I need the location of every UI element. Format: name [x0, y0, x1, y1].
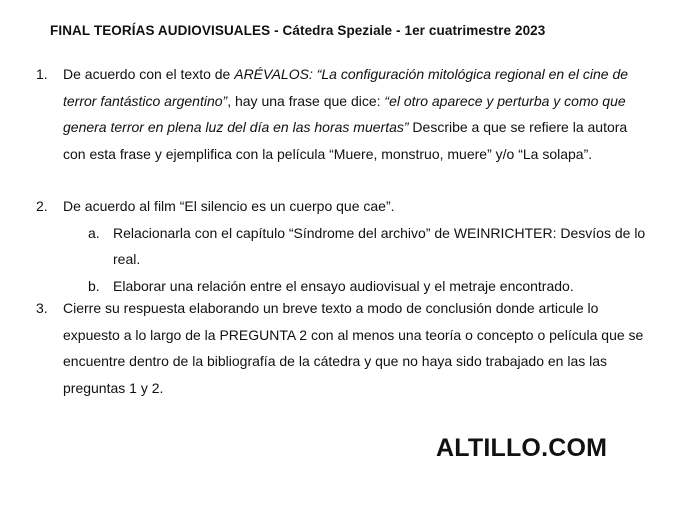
- quoted-phrase: “el otro aparece y perturba y como que genera terror en plena luz del día en las horas muertas”: [63, 92, 626, 135]
- question-2: [36, 193, 646, 299]
- page-title: [50, 23, 545, 38]
- subitem-text: Relacionarla con el capítulo “Síndrome del archivo” de WEINRICHTER: Desvíos de lo real.: [113, 224, 646, 267]
- question-text: Cierre su respuesta elaborando un breve texto a modo de conclusión donde articule lo expuesto a lo largo de la PREGUNTA 2 con al menos una teoría o concepto o película que se encuentre dentro de la bibliografía de la cátedra y que no haya sido trabajado en las las preguntas 1 y 2.: [63, 300, 644, 396]
- author-name: ARÉVALOS:: [234, 66, 313, 82]
- subitem-a: [63, 220, 646, 273]
- text-title: “La configuración mitológica regional en el cine de terror fantástico argentino”: [63, 66, 629, 109]
- text-segment: , hay una frase que dice:: [227, 92, 385, 109]
- question-3: [36, 295, 646, 401]
- subitem-letter: b.: [88, 277, 100, 294]
- question-number: 2.: [36, 198, 48, 214]
- text-segment: Describe a que se refiere la autora con esta frase y ejemplifica con la película “Muere, monstruo, muere” y/o “La solapa”.: [63, 119, 628, 162]
- brand-watermark: ALTILLO.COM: [436, 434, 608, 462]
- question-1: [36, 61, 646, 167]
- subitem-text: Elaborar una relación entre el ensayo audiovisual y el metraje encontrado.: [113, 277, 574, 294]
- question-text: De acuerdo al film “El silencio es un cuerpo que cae”.: [63, 198, 395, 214]
- title-subject: FINAL TEORÍAS AUDIOVISUALES -: [50, 23, 283, 38]
- title-course-info: Cátedra Speziale - 1er cuatrimestre 2023: [282, 23, 546, 38]
- question-number: 3.: [36, 300, 48, 316]
- subitem-letter: a.: [88, 224, 100, 241]
- question-number: 1.: [36, 66, 48, 82]
- question-text: [63, 61, 646, 167]
- text-segment: De acuerdo con el texto de: [63, 66, 235, 82]
